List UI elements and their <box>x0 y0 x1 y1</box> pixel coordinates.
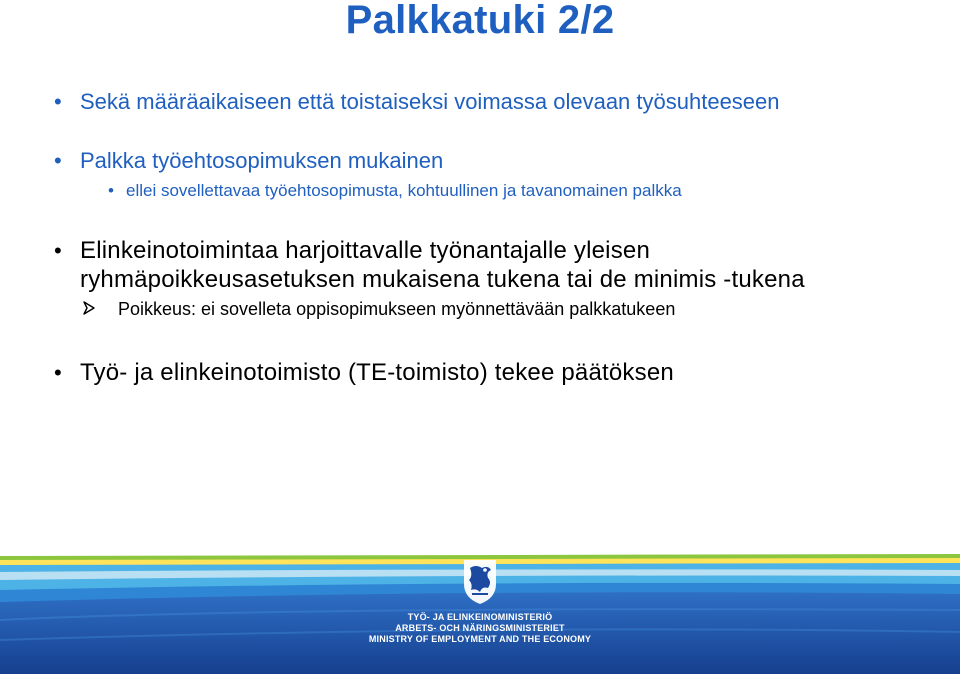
bullet-dot-icon: • <box>108 181 114 200</box>
lion-coat-of-arms-icon <box>458 556 502 606</box>
bullet-text: Palkka työehtosopimuksen mukainen <box>80 148 444 173</box>
bullet-dot-icon: • <box>54 148 62 173</box>
ministry-name-fi: TYÖ- JA ELINKEINOMINISTERIÖ <box>407 612 553 622</box>
ministry-name-sv: ARBETS- OCH NÄRINGSMINISTERIET <box>395 623 565 633</box>
bullet-item <box>54 147 934 174</box>
sub-bullet-item <box>54 298 934 320</box>
bullet-dot-icon: • <box>54 360 62 385</box>
bullet-text: Sekä määräaikaiseen että toistaiseksi voimassa olevaan työsuhteeseen <box>80 89 780 114</box>
sub-bullet-text: Poikkeus: ei sovelleta oppisopimukseen myönnettävään palkkatukeen <box>118 299 676 319</box>
bullet-text: Elinkeinotoimintaa harjoittavalle työnantajalle yleisen ryhmäpoikkeusasetuksen mukaisena tukena tai de minimis -tukena <box>80 237 805 293</box>
sub-bullet-item <box>54 180 934 202</box>
bullet-list <box>54 88 934 387</box>
arrowhead-icon <box>82 301 96 315</box>
bullet-dot-icon: • <box>54 89 62 114</box>
slide-title: Palkkatuki 2/2 <box>345 0 615 42</box>
sub-bullet-text: ellei sovellettavaa työehtosopimusta, kohtuullinen ja tavanomainen palkka <box>126 181 682 200</box>
bullet-item <box>54 236 934 294</box>
bullet-item <box>54 88 934 115</box>
bullet-item <box>54 358 934 387</box>
bullet-dot-icon: • <box>54 238 62 263</box>
ministry-name-en: MINISTRY OF EMPLOYMENT AND THE ECONOMY <box>368 634 592 644</box>
bullet-text: Työ- ja elinkeinotoimisto (TE-toimisto) tekee päätöksen <box>80 359 674 386</box>
